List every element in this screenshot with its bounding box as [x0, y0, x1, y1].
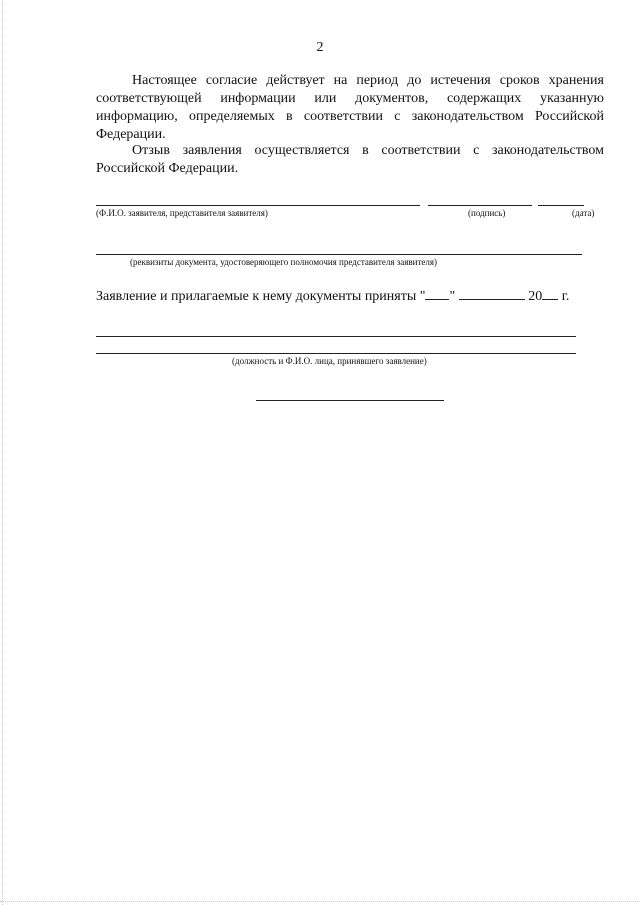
date-line[interactable] [538, 205, 584, 206]
applicant-name-line[interactable] [96, 205, 420, 206]
applicant-name-caption: (Ф.И.О. заявителя, представителя заявителя) [96, 208, 268, 218]
year-blank[interactable] [542, 287, 558, 300]
closing-line [256, 400, 444, 401]
signature-line[interactable] [428, 205, 532, 206]
signature-caption: (подпись) [468, 208, 506, 218]
official-caption: (должность и Ф.И.О. лица, принявшего заявление) [232, 356, 427, 366]
document-details-line[interactable] [96, 254, 582, 255]
page-edge-bottom [0, 901, 640, 902]
official-line-1[interactable] [96, 336, 576, 337]
acceptance-text: Заявление и прилагаемые к нему документы приняты " [96, 289, 426, 304]
year-prefix: 20 [528, 289, 543, 304]
date-caption: (дата) [572, 208, 595, 218]
acceptance-statement [96, 287, 610, 306]
page-edge-left [2, 0, 3, 905]
day-blank[interactable] [425, 287, 449, 300]
document-details-caption: (реквизиты документа, удостоверяющего полномочия представителя заявителя) [130, 257, 438, 267]
month-blank[interactable] [459, 287, 525, 300]
official-line-2[interactable] [96, 353, 576, 354]
acceptance-quote-close: " [449, 289, 456, 304]
page-number: 2 [316, 40, 324, 55]
consent-paragraph: Настоящее согласие действует на период до истечения сроков хранения соответствующей информации или документов, содержащих указанную информацию, определяемых в соответствии с законодательством Российской Федерации. [96, 73, 604, 142]
year-suffix: г. [558, 289, 570, 304]
revocation-paragraph: Отзыв заявления осуществляется в соответствии с законодательством Российской Федерации. [96, 143, 604, 176]
